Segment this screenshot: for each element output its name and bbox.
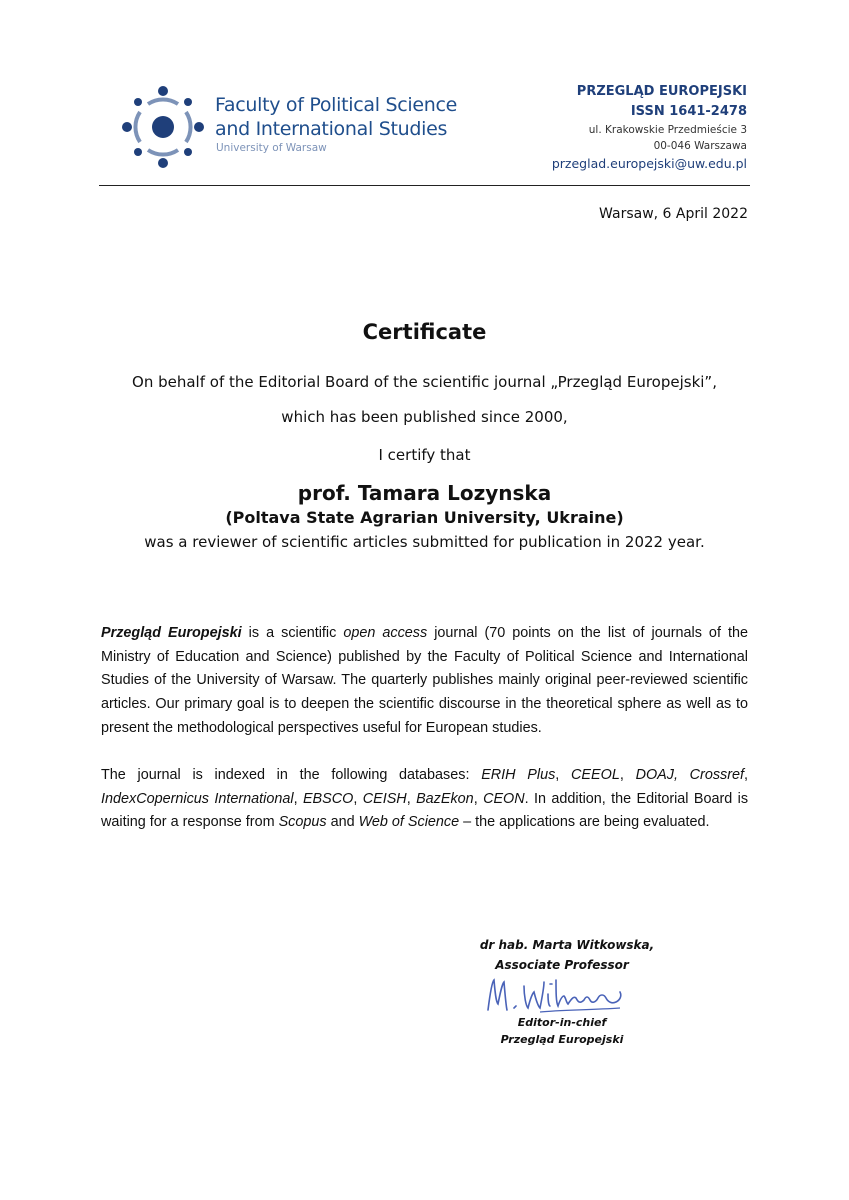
issn: ISSN 1641-2478	[630, 104, 747, 119]
certify-line: I certify that	[378, 446, 471, 464]
database-name: BazEkon	[416, 790, 474, 807]
text: is a scientific	[241, 625, 344, 641]
database-name: CEISH	[362, 790, 407, 807]
reviewer-affiliation: (Poltava State Agrarian University, Ukraine)	[225, 508, 624, 527]
separator: ,	[293, 790, 303, 807]
database-name: EBSCO	[302, 790, 354, 807]
journal-email: przeglad.europejski@uw.edu.pl	[551, 156, 747, 171]
database-name: Web of Science	[358, 814, 460, 831]
journal-name-inline: Przegląd Europejski	[101, 625, 242, 641]
indexing-description	[101, 764, 748, 835]
separator: ,	[473, 790, 484, 807]
certificate-title: Certificate	[362, 320, 487, 344]
certificate-since-line: which has been published since 2000,	[281, 408, 568, 426]
database-name: Scopus	[278, 814, 327, 831]
reviewer-role: was a reviewer of scientific articles submitted for publication in 2022 year.	[144, 533, 705, 551]
separator: ,	[744, 767, 749, 783]
text: – the applications are being evaluated.	[459, 814, 710, 831]
header-divider	[99, 185, 750, 186]
separator: ,	[353, 790, 363, 807]
address-street: ul. Krakowskie Przedmieście 3	[588, 124, 747, 136]
handwritten-signature	[480, 972, 630, 1018]
reviewer-name: prof. Tamara Lozynska	[297, 481, 552, 505]
database-name: IndexCopernicus International	[101, 790, 294, 807]
text: . In addition, the Editorial Board is waiting for a response from	[101, 790, 749, 831]
letter-date: Warsaw, 6 April 2022	[599, 206, 748, 222]
database-name: DOAJ, Crossref	[635, 767, 745, 783]
separator: ,	[406, 790, 417, 807]
signatory-journal: Przegląd Europejski	[500, 1033, 624, 1046]
journal-description	[101, 622, 748, 741]
database-name: ERIH Plus	[481, 767, 556, 783]
separator: ,	[619, 767, 636, 783]
university-name: University of Warsaw	[216, 142, 327, 154]
database-name: CEEOL	[571, 767, 620, 783]
journal-name: PRZEGLĄD EUROPEJSKI	[576, 84, 747, 99]
text: journal (70 points on the list of journals of the Ministry of Education and Science) published by the Faculty of Political Science and International Studies of the University of Warsaw. The quarterly publishes mainly original peer-reviewed scientific articles. Our primary goal is to deepen the scientific discourse in the theoretical sphere as well as to present the methodological perspectives useful for European studies.	[101, 625, 748, 736]
address-city: 00-046 Warszawa	[653, 140, 747, 152]
certificate-intro-line: On behalf of the Editorial Board of the scientific journal „Przegląd Europejski”,	[132, 373, 717, 391]
faculty-logo-icon	[118, 82, 208, 172]
database-name: CEON	[483, 790, 525, 807]
open-access-term: open access	[343, 625, 428, 641]
faculty-name-line2: and International Studies	[215, 118, 448, 140]
faculty-name-line1: Faculty of Political Science	[215, 94, 458, 116]
text: The journal is indexed in the following databases:	[101, 767, 482, 783]
separator: ,	[555, 767, 572, 783]
signatory-name: dr hab. Marta Witkowska,	[479, 938, 655, 952]
text: and	[326, 814, 359, 831]
signatory-title: Associate Professor	[495, 958, 629, 972]
signatory-position: Editor-in-chief	[517, 1016, 607, 1029]
